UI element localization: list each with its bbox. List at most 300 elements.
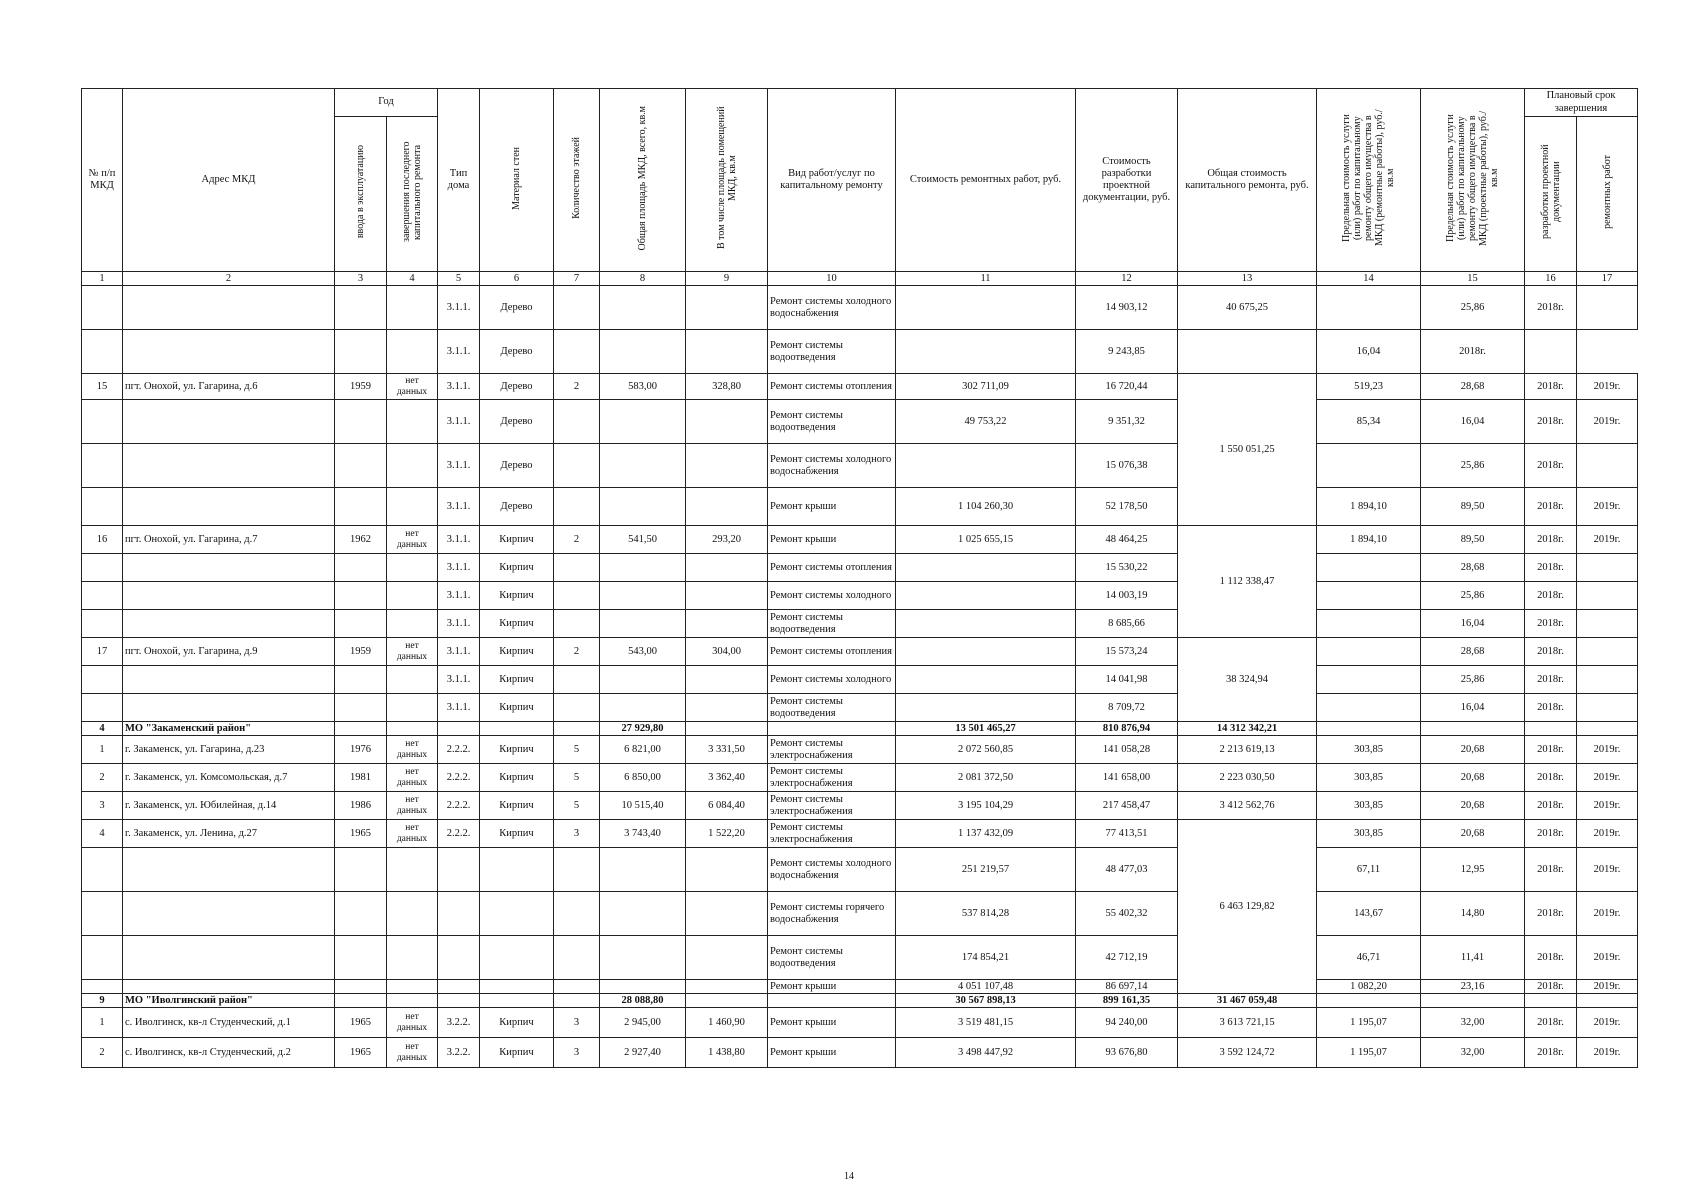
year-repair-cell [387, 936, 438, 980]
limit-design-cell: 16,04 [1421, 400, 1525, 444]
deadline-repair-cell [1577, 638, 1638, 666]
deadline-design-cell: 2018г. [1525, 892, 1577, 936]
year-commission-cell [335, 892, 387, 936]
floors-cell: 3 [554, 1008, 600, 1038]
section-empty-cell [1317, 722, 1421, 736]
deadline-design-cell: 2018г. [1525, 526, 1577, 554]
house-type-cell: 2.2.2. [438, 820, 480, 848]
col-year-last-repair: завершения последнего капитального ремонта [387, 117, 438, 272]
work-type-cell: Ремонт системы холодного водоснабжения [768, 444, 896, 488]
work-type-cell: Ремонт системы водоотведения [768, 936, 896, 980]
address-cell [123, 892, 335, 936]
limit-repair-cell: 303,85 [1317, 792, 1421, 820]
row-number: 2 [82, 764, 123, 792]
wall-material-cell: Кирпич [480, 582, 554, 610]
limit-design-cell: 20,68 [1421, 764, 1525, 792]
limit-repair-cell [1178, 330, 1317, 374]
section-empty-cell [1525, 994, 1577, 1008]
address-cell: пгт. Онохой, ул. Гагарина, д.7 [123, 526, 335, 554]
work-type-cell: Ремонт крыши [768, 526, 896, 554]
limit-repair-cell: 1 894,10 [1317, 526, 1421, 554]
deadline-repair-cell: 2019г. [1577, 736, 1638, 764]
design-cost-cell: 55 402,32 [1076, 892, 1178, 936]
limit-design-cell: 14,80 [1421, 892, 1525, 936]
table-row [82, 400, 1638, 444]
address-cell: с. Иволгинск, кв-л Студенческий, д.2 [123, 1038, 335, 1068]
row-number [82, 610, 123, 638]
address-cell [123, 400, 335, 444]
premises-area-cell: 3 362,40 [686, 764, 768, 792]
table-row [82, 892, 1638, 936]
limit-design-cell: 25,86 [1421, 582, 1525, 610]
address-cell [123, 488, 335, 526]
wall-material-cell: Дерево [480, 330, 554, 374]
address-cell: с. Иволгинск, кв-л Студенческий, д.1 [123, 1008, 335, 1038]
column-number: 1 [82, 272, 123, 286]
col-total-cost: Общая стоимость капитального ремонта, руб. [1178, 89, 1317, 272]
limit-design-cell: 16,04 [1421, 610, 1525, 638]
total-area-cell: 10 515,40 [600, 792, 686, 820]
premises-area-cell: 3 331,50 [686, 736, 768, 764]
column-number: 5 [438, 272, 480, 286]
premises-area-cell [686, 980, 768, 994]
address-cell [123, 666, 335, 694]
section-empty-cell [1421, 722, 1525, 736]
year-commission-cell [335, 848, 387, 892]
year-commission-cell: 1965 [335, 820, 387, 848]
column-number: 6 [480, 272, 554, 286]
work-type-cell: Ремонт системы холодного водоснабжения [768, 848, 896, 892]
section-empty-cell [480, 994, 554, 1008]
column-number: 9 [686, 272, 768, 286]
design-cost-cell: 9 243,85 [1076, 330, 1178, 374]
wall-material-cell: Кирпич [480, 1038, 554, 1068]
row-number: 1 [82, 1008, 123, 1038]
house-type-cell: 3.1.1. [438, 554, 480, 582]
year-repair-cell: нет данных [387, 736, 438, 764]
total-cost-cell: 2 223 030,50 [1178, 764, 1317, 792]
total-area-cell: 6 821,00 [600, 736, 686, 764]
deadline-repair-cell: 2019г. [1577, 848, 1638, 892]
col-limit-design: Предельная стоимость услуги (или) работ по капитальному ремонту общего имущества в МКД (проектные работы), руб./кв.м [1421, 89, 1525, 272]
year-repair-cell: нет данных [387, 526, 438, 554]
wall-material-cell: Кирпич [480, 792, 554, 820]
year-commission-cell [335, 554, 387, 582]
deadline-repair-cell [1577, 444, 1638, 488]
work-type-cell: Ремонт системы отопления [768, 374, 896, 400]
limit-repair-cell: 303,85 [1317, 736, 1421, 764]
section-empty-cell [1317, 994, 1421, 1008]
repair-cost-cell [896, 638, 1076, 666]
premises-area-cell: 328,80 [686, 374, 768, 400]
section-empty-cell [1525, 722, 1577, 736]
deadline-repair-cell [1577, 666, 1638, 694]
work-type-cell: Ремонт системы электроснабжения [768, 736, 896, 764]
deadline-repair-cell: 2019г. [1577, 820, 1638, 848]
row-number [82, 666, 123, 694]
address-cell [123, 554, 335, 582]
total-area-cell [600, 666, 686, 694]
deadline-repair-cell [1577, 694, 1638, 722]
house-type-cell: 3.1.1. [438, 694, 480, 722]
section-name: МО "Иволгинский район" [123, 994, 335, 1008]
house-type-cell: 3.1.1. [438, 526, 480, 554]
wall-material-cell: Дерево [480, 286, 554, 330]
deadline-repair-cell [1577, 582, 1638, 610]
limit-design-cell: 25,86 [1421, 444, 1525, 488]
year-commission-cell: 1981 [335, 764, 387, 792]
address-cell: г. Закаменск, ул. Комсомольская, д.7 [123, 764, 335, 792]
section-empty-cell [438, 722, 480, 736]
column-number: 2 [123, 272, 335, 286]
table-row [82, 1008, 1638, 1038]
deadline-design-cell: 2018г. [1525, 488, 1577, 526]
table-row [82, 792, 1638, 820]
house-type-cell: 3.1.1. [438, 400, 480, 444]
total-cost-cell: 6 463 129,82 [1178, 820, 1317, 994]
premises-area-cell [686, 936, 768, 980]
house-type-cell: 3.1.1. [438, 330, 480, 374]
limit-repair-cell: 85,34 [1317, 400, 1421, 444]
floors-cell: 5 [554, 736, 600, 764]
row-number: 1 [82, 736, 123, 764]
premises-area-cell [686, 444, 768, 488]
repair-cost-cell: 302 711,09 [896, 374, 1076, 400]
year-commission-cell [335, 694, 387, 722]
year-repair-cell: нет данных [387, 792, 438, 820]
year-commission-cell [335, 666, 387, 694]
total-cost-cell: 38 324,94 [1178, 638, 1317, 722]
year-repair-cell: нет данных [387, 1008, 438, 1038]
deadline-repair-cell: 2019г. [1577, 400, 1638, 444]
row-number: 15 [82, 374, 123, 400]
limit-design-cell: 23,16 [1421, 980, 1525, 994]
section-no: 4 [82, 722, 123, 736]
premises-area-cell [686, 666, 768, 694]
house-type-cell: 3.2.2. [438, 1038, 480, 1068]
section-empty-cell [768, 994, 896, 1008]
limit-repair-cell [1317, 638, 1421, 666]
wall-material-cell: Кирпич [480, 610, 554, 638]
deadline-repair-cell [1577, 286, 1638, 330]
address-cell: г. Закаменск, ул. Ленина, д.27 [123, 820, 335, 848]
row-number: 3 [82, 792, 123, 820]
address-cell [123, 444, 335, 488]
row-number [82, 936, 123, 980]
wall-material-cell [480, 980, 554, 994]
floors-cell [554, 286, 600, 330]
design-cost-cell: 86 697,14 [1076, 980, 1178, 994]
table-row [82, 666, 1638, 694]
row-number [82, 444, 123, 488]
total-area-cell [600, 936, 686, 980]
table-row [82, 1038, 1638, 1068]
deadline-repair-cell: 2019г. [1577, 1038, 1638, 1068]
section-empty-cell [768, 722, 896, 736]
limit-repair-cell [1317, 666, 1421, 694]
repair-cost-cell: 2 072 560,85 [896, 736, 1076, 764]
design-cost-cell: 48 477,03 [1076, 848, 1178, 892]
deadline-repair-cell [1577, 610, 1638, 638]
year-repair-cell [387, 582, 438, 610]
table-row [82, 526, 1638, 554]
wall-material-cell: Кирпич [480, 1008, 554, 1038]
limit-repair-cell [1317, 610, 1421, 638]
year-commission-cell [335, 444, 387, 488]
repair-cost-cell: 49 753,22 [896, 400, 1076, 444]
column-numbers-row [82, 272, 1638, 286]
year-commission-cell [335, 400, 387, 444]
col-premises-area: В том числе площадь помещений МКД, кв.м [686, 89, 768, 272]
row-number: 16 [82, 526, 123, 554]
section-empty-cell [387, 994, 438, 1008]
design-cost-cell: 8 685,66 [1076, 610, 1178, 638]
limit-design-cell: 89,50 [1421, 488, 1525, 526]
wall-material-cell: Кирпич [480, 694, 554, 722]
floors-cell [554, 980, 600, 994]
house-type-cell [438, 892, 480, 936]
address-cell [123, 610, 335, 638]
table-row [82, 582, 1638, 610]
house-type-cell: 3.1.1. [438, 582, 480, 610]
premises-area-cell: 293,20 [686, 526, 768, 554]
repair-cost-cell [896, 694, 1076, 722]
work-type-cell: Ремонт системы водоотведения [768, 330, 896, 374]
floors-cell [554, 554, 600, 582]
table-row [82, 736, 1638, 764]
column-number: 12 [1076, 272, 1178, 286]
repair-cost-cell [896, 444, 1076, 488]
table-row [82, 638, 1638, 666]
deadline-design-cell: 2018г. [1525, 792, 1577, 820]
design-cost-cell: 8 709,72 [1076, 694, 1178, 722]
house-type-cell: 2.2.2. [438, 792, 480, 820]
deadline-design-cell: 2018г. [1421, 330, 1525, 374]
floors-cell: 5 [554, 792, 600, 820]
deadline-repair-cell: 2019г. [1577, 374, 1638, 400]
year-commission-cell [335, 286, 387, 330]
year-repair-cell: нет данных [387, 638, 438, 666]
section-empty-cell [438, 994, 480, 1008]
premises-area-cell [686, 400, 768, 444]
premises-area-cell [686, 610, 768, 638]
floors-cell [554, 488, 600, 526]
limit-design-cell: 28,68 [1421, 374, 1525, 400]
wall-material-cell: Дерево [480, 444, 554, 488]
total-area-cell [600, 400, 686, 444]
repair-cost-cell: 3 519 481,15 [896, 1008, 1076, 1038]
address-cell [123, 848, 335, 892]
work-type-cell: Ремонт системы отопления [768, 554, 896, 582]
address-cell [123, 286, 335, 330]
deadline-design-cell: 2018г. [1525, 820, 1577, 848]
design-cost-cell: 141 658,00 [1076, 764, 1178, 792]
total-cost-cell: 3 592 124,72 [1178, 1038, 1317, 1068]
deadline-design-cell: 2018г. [1525, 936, 1577, 980]
design-cost-cell: 14 903,12 [1076, 286, 1178, 330]
limit-repair-cell [1317, 582, 1421, 610]
address-cell [123, 330, 335, 374]
column-number: 16 [1525, 272, 1577, 286]
limit-repair-cell: 67,11 [1317, 848, 1421, 892]
section-repair: 13 501 465,27 [896, 722, 1076, 736]
address-cell: пгт. Онохой, ул. Гагарина, д.6 [123, 374, 335, 400]
column-number: 8 [600, 272, 686, 286]
repair-cost-cell: 1 104 260,30 [896, 488, 1076, 526]
table-row [82, 374, 1638, 400]
work-type-cell: Ремонт системы холодного [768, 666, 896, 694]
column-number: 17 [1577, 272, 1638, 286]
floors-cell [554, 666, 600, 694]
table-row [82, 444, 1638, 488]
total-area-cell [600, 554, 686, 582]
house-type-cell: 2.2.2. [438, 764, 480, 792]
work-type-cell: Ремонт системы электроснабжения [768, 792, 896, 820]
year-repair-cell [387, 892, 438, 936]
deadline-design-cell: 2018г. [1525, 374, 1577, 400]
section-area: 28 088,80 [600, 994, 686, 1008]
repair-cost-cell: 3 498 447,92 [896, 1038, 1076, 1068]
deadline-design-cell: 2018г. [1525, 764, 1577, 792]
limit-design-cell: 20,68 [1421, 792, 1525, 820]
total-area-cell [600, 892, 686, 936]
total-area-cell [600, 694, 686, 722]
floors-cell: 2 [554, 374, 600, 400]
limit-repair-cell: 1 195,07 [1317, 1008, 1421, 1038]
limit-design-cell: 89,50 [1421, 526, 1525, 554]
section-name: МО "Закаменский район" [123, 722, 335, 736]
year-repair-cell [387, 286, 438, 330]
table-row [82, 488, 1638, 526]
design-cost-cell: 48 464,25 [1076, 526, 1178, 554]
total-cost-cell: 1 112 338,47 [1178, 526, 1317, 638]
total-cost-cell: 3 412 562,76 [1178, 792, 1317, 820]
section-row [82, 722, 1638, 736]
address-cell: пгт. Онохой, ул. Гагарина, д.9 [123, 638, 335, 666]
col-year-commission: ввода в эксплуатацию [335, 117, 387, 272]
limit-repair-cell [1317, 554, 1421, 582]
col-year-group: Год [335, 89, 438, 117]
limit-repair-cell [1317, 286, 1421, 330]
deadline-repair-cell [1525, 330, 1577, 374]
wall-material-cell: Кирпич [480, 526, 554, 554]
wall-material-cell: Кирпич [480, 820, 554, 848]
year-commission-cell: 1959 [335, 638, 387, 666]
premises-area-cell: 1 522,20 [686, 820, 768, 848]
address-cell [123, 694, 335, 722]
section-empty-cell [554, 994, 600, 1008]
year-repair-cell: нет данных [387, 764, 438, 792]
work-type-cell: Ремонт системы водоотведения [768, 694, 896, 722]
floors-cell [554, 610, 600, 638]
section-empty-cell [335, 994, 387, 1008]
deadline-design-cell: 2018г. [1525, 286, 1577, 330]
floors-cell [554, 400, 600, 444]
design-cost-cell: 217 458,47 [1076, 792, 1178, 820]
section-total: 14 312 342,21 [1178, 722, 1317, 736]
row-number [82, 286, 123, 330]
wall-material-cell: Кирпич [480, 764, 554, 792]
repair-cost-cell: 174 854,21 [896, 936, 1076, 980]
total-area-cell: 583,00 [600, 374, 686, 400]
total-area-cell: 2 927,40 [600, 1038, 686, 1068]
work-type-cell: Ремонт системы водоотведения [768, 610, 896, 638]
repair-cost-cell: 2 081 372,50 [896, 764, 1076, 792]
column-number: 7 [554, 272, 600, 286]
section-empty-cell [686, 994, 768, 1008]
year-commission-cell [335, 488, 387, 526]
deadline-design-cell: 2018г. [1525, 666, 1577, 694]
premises-area-cell: 1 460,90 [686, 1008, 768, 1038]
column-number: 3 [335, 272, 387, 286]
floors-cell [554, 582, 600, 610]
floors-cell [554, 936, 600, 980]
section-row [82, 994, 1638, 1008]
deadline-design-cell: 2018г. [1525, 554, 1577, 582]
capital-repair-table [81, 88, 1638, 1068]
premises-area-cell [686, 694, 768, 722]
limit-repair-cell: 143,67 [1317, 892, 1421, 936]
deadline-design-cell: 2018г. [1525, 1038, 1577, 1068]
deadline-design-cell: 2018г. [1525, 444, 1577, 488]
floors-cell: 3 [554, 1038, 600, 1068]
premises-area-cell [686, 286, 768, 330]
page-number: 14 [844, 1171, 854, 1182]
house-type-cell: 3.1.1. [438, 610, 480, 638]
wall-material-cell: Дерево [480, 400, 554, 444]
address-cell [123, 582, 335, 610]
limit-design-cell: 20,68 [1421, 820, 1525, 848]
premises-area-cell: 304,00 [686, 638, 768, 666]
total-area-cell: 6 850,00 [600, 764, 686, 792]
table-row [82, 848, 1638, 892]
limit-design-cell: 28,68 [1421, 638, 1525, 666]
section-empty-cell [480, 722, 554, 736]
work-type-cell: Ремонт системы отопления [768, 638, 896, 666]
premises-area-cell: 1 438,80 [686, 1038, 768, 1068]
limit-design-cell: 25,86 [1421, 286, 1525, 330]
total-cost-cell: 2 213 619,13 [1178, 736, 1317, 764]
row-number: 17 [82, 638, 123, 666]
design-cost-cell: 15 530,22 [1076, 554, 1178, 582]
section-repair: 30 567 898,13 [896, 994, 1076, 1008]
premises-area-cell [686, 892, 768, 936]
wall-material-cell: Дерево [480, 374, 554, 400]
work-type-cell: Ремонт системы холодного водоснабжения [768, 286, 896, 330]
table-row [82, 820, 1638, 848]
wall-material-cell [480, 936, 554, 980]
deadline-design-cell: 2018г. [1525, 638, 1577, 666]
limit-design-cell: 16,04 [1421, 694, 1525, 722]
limit-repair-cell [1317, 694, 1421, 722]
table-row [82, 694, 1638, 722]
year-commission-cell: 1965 [335, 1038, 387, 1068]
year-commission-cell [335, 936, 387, 980]
work-type-cell: Ремонт крыши [768, 488, 896, 526]
col-floors: Количество этажей [554, 89, 600, 272]
total-area-cell [600, 286, 686, 330]
col-deadline-design: разработки проектной документации [1525, 117, 1577, 272]
year-repair-cell [387, 848, 438, 892]
house-type-cell: 2.2.2. [438, 736, 480, 764]
floors-cell [554, 444, 600, 488]
repair-cost-cell: 1 025 655,15 [896, 526, 1076, 554]
year-commission-cell [335, 330, 387, 374]
deadline-repair-cell: 2019г. [1577, 980, 1638, 994]
house-type-cell: 3.1.1. [438, 374, 480, 400]
total-area-cell: 3 743,40 [600, 820, 686, 848]
limit-repair-cell: 303,85 [1317, 764, 1421, 792]
